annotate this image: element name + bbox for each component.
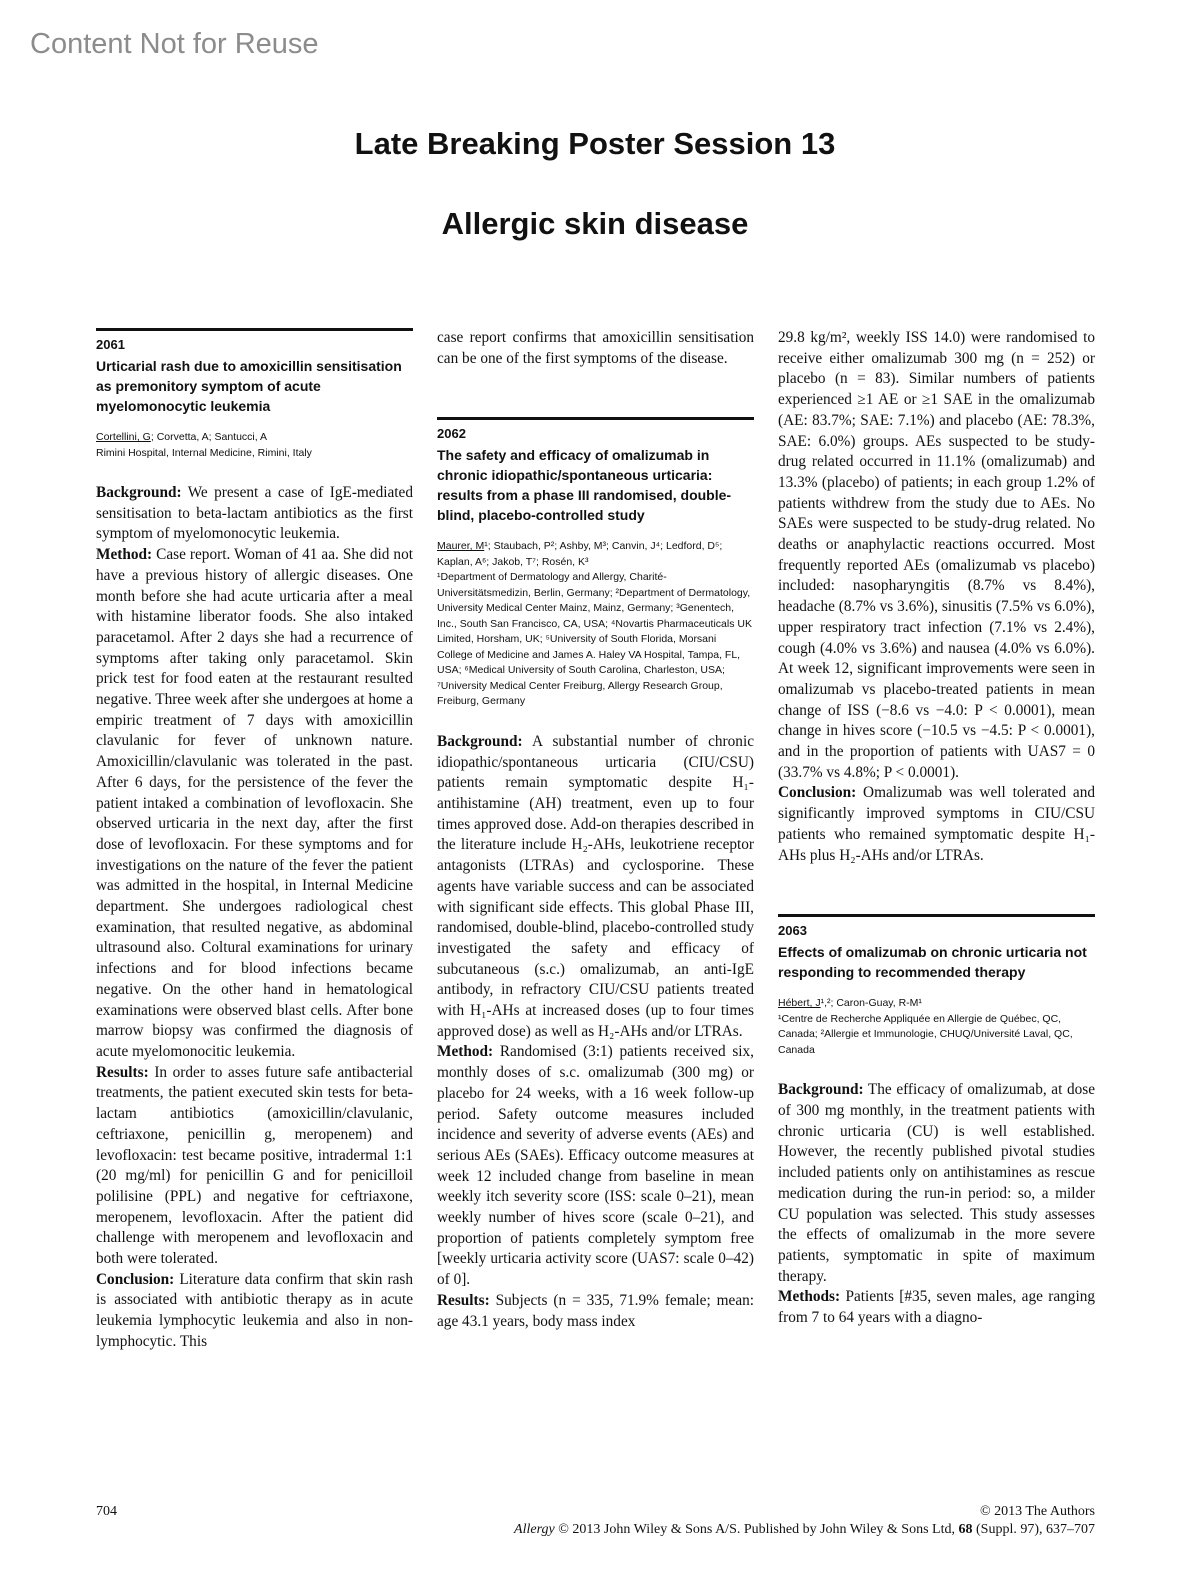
section-text: Omalizumab was well tolerated and significantly improved symptoms in CIU/CSU patients who remained symptomatic despite H₁-AHs plus H₂-AHs and/or LTRAs. [778,784,1095,864]
section-text: In order to asses future safe antibacterial treatments, the patient executed skin tests for beta-lactam antibiotics (amoxicillin/clavulanic, ceftriaxone, penicillin g, meropenem) and levofloxacin: test became positive, intradermal 1:1 (20 mg/ml) for penicillin G and for penicilloil polilisine (PPL) and negative for ceftriaxone, meropenem, levofloxacin. After the patient did challenge with meropenem and levofloxacin and both were tolerated. [96,1063,413,1268]
issue-pages: (Suppl. 97), 637–707 [972,1522,1095,1537]
abstract-authors [96,430,413,446]
section-methods [778,1287,1095,1328]
page-number: 704 [96,1504,117,1519]
section-results [437,1291,754,1332]
column-2 [437,328,754,1332]
other-authors: ¹,²; Caron-Guay, R-M¹ [820,997,922,1010]
other-authors: ¹; Staubach, P²; Ashby, M³; Canvin, J⁴; Ledford, D⁵; Kaplan, A⁶; Jakob, T⁷; Rosén, K³ [437,540,723,568]
abstract-2062-continuation [778,328,1095,866]
results-continuation: 29.8 kg/m², weekly ISS 14.0) were randomised to receive either omalizumab 300 mg (n = 252) or placebo (n = 83). Similar numbers of patients experienced ≥1 AE or ≥1 SAE in the omalizumab (AE: 83.7%; SAE: 7.1%) and placebo (AE: 78.3%, SAE: 6.0%) groups. AEs suspected to be study-drug related occurred in 11.1% (omalizumab) and 13.3% (placebo) of patients; in each group 1.2% of patients withdrew from the study due to AEs. No SAEs were suspected to be study-drug related. No deaths or anaphylactic reactions occurred. Most frequently reported AEs (omalizumab vs placebo) included: nasopharyngitis (8.7% vs 8.4%), headache (8.7% vs 3.6%), sinusitis (7.5% vs 6.0%), upper respiratory tract infection (7.1% vs 2.4%), cough (4.0% vs 3.6%) and nausea (4.0% vs 6.0%). At week 12, significant improvements were seen in omalizumab vs placebo-treated patients in mean change of ISS (−8.6 vs −4.0: P < 0.0001), mean change in hives score (−10.5 vs −4.5: P < 0.0001), and in the proportion of patients with UAS7 = 0 (33.7% vs 4.8%; P < 0.0001). [778,329,1095,781]
abstract-authors [437,539,754,570]
section-text: Literature data confirm that skin rash is associated with antibiotic therapy as in acute leukemia lymphocytic leukemia and also in non-lymphocytic. This [96,1270,414,1350]
section-label: Results: [96,1063,149,1081]
abstract-title: The safety and efficacy of omalizumab in chronic idiopathic/spontaneous urticaria: results from a phase III randomised, double-blind, placebo-controlled study [437,447,732,524]
section-conclusion [96,1270,413,1353]
abstract-authors [778,996,1095,1012]
abstract-id: 2061 [96,337,125,352]
journal-citation [514,1522,1095,1538]
other-authors: ; Corvetta, A; Santucci, A [150,431,268,443]
section-background [437,732,754,1043]
topic-title: Allergic skin disease [441,206,749,241]
section-label: Conclusion: [96,1270,175,1288]
presenting-author: Maurer, M [437,540,485,553]
section-label: Method: [96,546,153,564]
abstract-affiliation: ¹Department of Dermatology and Allergy, Charité-Universitätsmedizin, Berlin, Germany; ²Department of Dermatology, University Medical Center Mainz, Mainz, Germany; ³Genentech, Inc., South San Francisco, CA, USA; ⁴Novartis Pharmaceuticals UK Limited, Horsham, UK; ⁵University of South Florida, Morsani College of Medicine and James A. Haley VA Hospital, Tampa, FL, USA; ⁶Medical University of South Carolina, Charleston, USA; ⁷University Medical Center Freiburg, Allergy Research Group, Freiburg, Germany [437,571,752,708]
abstract-affiliation: ¹Centre de Recherche Appliquée en Allergie de Québec, QC, Canada; ²Allergie et Immunologie, CHUQ/Université Laval, QC, Canada [778,1012,1073,1056]
section-text: Subjects (n = 335, 71.9% female; mean: age 43.1 years, body mass index [437,1291,755,1330]
abstract-affiliation: Rimini Hospital, Internal Medicine, Rimini, Italy [96,446,312,459]
abstract-2061-body [96,483,413,1353]
section-label: Method: [437,1043,494,1061]
section-method [437,1042,754,1290]
section-label: Methods: [778,1288,841,1306]
section-conclusion [778,783,1095,866]
presenting-author: Cortellini, G [96,431,151,443]
abstract-2063-body [778,1080,1095,1328]
section-text: Randomised (3:1) patients received six, monthly doses of s.c. omalizumab (300 mg) or placebo for 24 weeks, with a 16 week follow-up period. Safety outcome measures included incidence and severity of adverse events (AEs) and serious AEs (SAEs). Efficacy outcome measures at week 12 included change from baseline in mean weekly itch severity score (ISS: scale 0–21), mean weekly number of hives score (scale 0–21), and proportion of patients completely symptom free [weekly urticaria activity score (UAS7: scale 0–42) of 0]. [437,1043,755,1289]
journal-name: Allergy [514,1522,555,1537]
abstract-2062-header [437,417,754,710]
section-label: Results: [437,1291,490,1309]
section-background [778,1080,1095,1287]
publisher-text: © 2013 John Wiley & Sons A/S. Published by John Wiley & Sons Ltd, [554,1522,959,1537]
section-method [96,545,413,1063]
column-1 [96,328,413,1353]
abstract-2063-header [778,914,1095,1058]
abstract-2061-header [96,328,413,461]
section-text: A substantial number of chronic idiopathic/spontaneous urticaria (CIU/CSU) patients remain symptomatic despite H₁-antihistamine (AH) treatment, even up to four times approved dose. Add-on therapies described in the literature include H₂-AHs, leukotriene receptor antagonists (LTRAs) and cyclosporine. These agents have variable success and can be associated with significant side effects. This global Phase III, randomised, double-blind, placebo-controlled study investigated the safety and efficacy of subcutaneous (s.c.) omalizumab, an anti-IgE antibody, in refractory CIU/CSU patients treated with H₁-AHs at increased doses (up to four times approved dose) as well as H₂-AHs and/or LTRAs. [437,732,754,1040]
section-text: We present a case of IgE-mediated sensitisation to beta-lactam antibiotics as the first symptom of myelomonocytic leukemia. [96,484,413,543]
abstract-title: Urticarial rash due to amoxicillin sensitisation as premonitory symptom of acute myelomonocytic leukemia [96,358,402,414]
column-3 [778,328,1095,1329]
section-text: The efficacy of omalizumab, at dose of 300 mg monthly, in the treatment patients with chronic urticaria (CU) is well established. However, the recently published pivotal studies included patients only on antihistamines as rescue medication during the run-in period: so, a milder CU population was selected. This study assesses the effects of omalizumab in the more severe patients, symptomatic in spite of maximum therapy. [778,1081,1095,1285]
abstract-title: Effects of omalizumab on chronic urticaria not responding to recommended therapy [778,944,1087,981]
watermark: Content Not for Reuse [30,28,319,60]
section-label: Background: [96,484,182,501]
volume: 68 [958,1522,973,1537]
session-title: Late Breaking Poster Session 13 [354,126,836,161]
abstract-2061-continuation: case report confirms that amoxicillin sensitisation can be one of the first symptoms of the disease. [437,329,754,367]
section-label: Background: [437,732,523,750]
presenting-author: Hébert, J [778,997,821,1010]
abstract-id: 2062 [437,426,466,442]
abstract-id: 2063 [778,923,807,939]
section-label: Conclusion: [778,784,857,802]
section-background [96,483,413,545]
section-text: Case report. Woman of 41 aa. She did not have a previous history of allergic diseases. One month before she had acute urticaria after a meal with histamine liberator foods. She also intaked paracetamol. After 2 days she had a recurrence of symptoms after taking only paracetamol. Skin prick test for food eaten at the restaurant resulted negative. Three week after she undergoes at home a empiric treatment of 7 days with amoxicillin clavulanic for fever of unknown nature. Amoxicillin/clavulanic was tolerated in the past. After 6 days, for the persistence of the fever the patient intaked a combination of levofloxacin. She observed urticaria in the next day, after the first dose of levofloxacin. For these symptoms and for investigations on the nature of the fever the patient was admitted in the hospital, in Internal Medicine department. She undergoes radiological chest examination, that resulted negative, as abdominal ultrasound also. Coltural examinations for urinary infections and for blood infections became negative. On the other hand in hematological examinations were observed blast cells. After bone marrow biopsy was confirmed the diagnosis of acute myelomonocitic leukemia. [96,546,413,1060]
copyright-line: © 2013 The Authors [980,1504,1095,1519]
section-results [96,1063,413,1270]
section-text: Patients [#35, seven males, age ranging from 7 to 64 years with a diagno- [778,1288,1096,1327]
abstract-2062-body [437,732,754,1332]
section-label: Background: [778,1081,864,1099]
